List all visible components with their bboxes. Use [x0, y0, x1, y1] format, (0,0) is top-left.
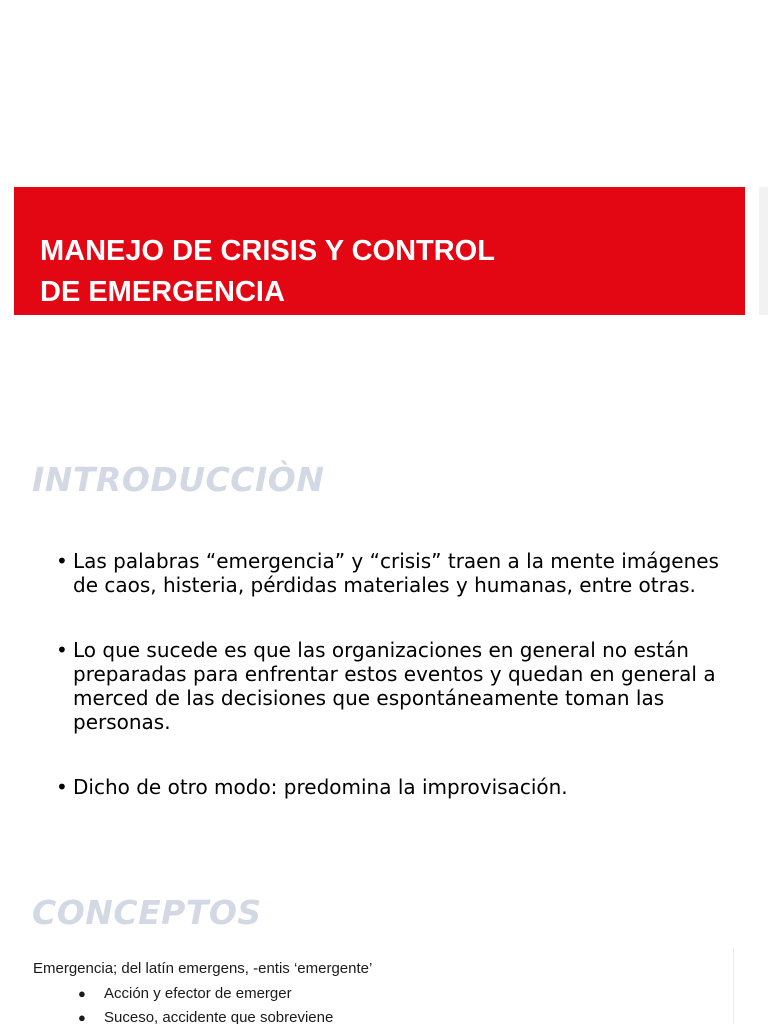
- intro-bullet-text: Las palabras “emergencia” y “crisis” traen a la mente imágenes de caos, histeria, pérdidas materiales y humanas, entre otras.: [73, 549, 719, 597]
- bullet-dot-icon: ●: [78, 986, 86, 1001]
- definition-item-text: Suceso, accidente que sobreviene: [104, 1009, 334, 1024]
- definition-item: [76, 982, 333, 1006]
- intro-heading: INTRODUCCIÒN: [32, 460, 325, 499]
- definition-item: [76, 1006, 333, 1024]
- concepts-heading: CONCEPTOS: [32, 893, 262, 932]
- bullet-dot-icon: ●: [78, 1010, 86, 1024]
- intro-bullet: [56, 638, 746, 734]
- definition-list: [76, 982, 333, 1024]
- definition-item-text: Acción y efector de emerger: [104, 985, 292, 1002]
- definition-title: Emergencia; del latín emergens, -entis ‘emergente’: [33, 960, 373, 977]
- definition-panel: [14, 948, 734, 1024]
- intro-bullet-text: Dicho de otro modo: predomina la improvisación.: [73, 775, 568, 799]
- bullet-dot-icon: •: [56, 638, 68, 662]
- bullet-dot-icon: •: [56, 775, 68, 799]
- title-line-2: DE EMERGENCIA: [40, 276, 285, 308]
- title-banner: [14, 187, 745, 315]
- bullet-dot-icon: •: [56, 549, 68, 573]
- intro-bullet: [56, 549, 746, 597]
- title-line-1: MANEJO DE CRISIS Y CONTROL: [40, 235, 495, 267]
- next-slide-edge: [759, 187, 768, 315]
- intro-bullet-list: [56, 549, 746, 799]
- document-title: [40, 231, 600, 313]
- intro-bullet-text: Lo que sucede es que las organizaciones en general no están preparadas para enfrentar estos eventos y quedan en general a merced de las decisiones que espontáneamente toman las personas.: [73, 638, 716, 734]
- intro-bullet: [56, 775, 746, 799]
